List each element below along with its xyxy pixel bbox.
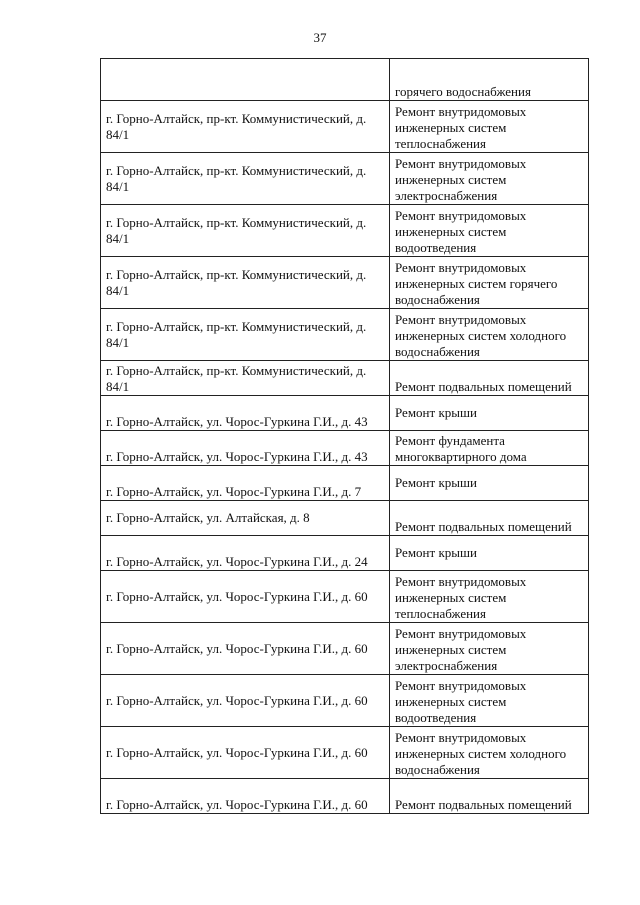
address-cell: г. Горно-Алтайск, ул. Чорос-Гуркина Г.И., д. 60 (101, 571, 390, 623)
address-cell: г. Горно-Алтайск, пр-кт. Коммунистический, д. 84/1 (101, 153, 390, 205)
table-row (101, 571, 589, 623)
table-row (101, 361, 589, 396)
work-type-cell: Ремонт крыши (390, 396, 589, 431)
repair-works-table (100, 58, 589, 814)
address-cell (101, 59, 390, 101)
address-cell: г. Горно-Алтайск, ул. Чорос-Гуркина Г.И., д. 60 (101, 727, 390, 779)
work-type-cell: Ремонт внутридомовых инженерных систем водоотведения (390, 675, 589, 727)
work-type-cell: Ремонт внутридомовых инженерных систем теплоснабжения (390, 101, 589, 153)
table-row (101, 309, 589, 361)
work-type-cell: Ремонт крыши (390, 466, 589, 501)
work-type-cell: Ремонт внутридомовых инженерных систем электроснабжения (390, 153, 589, 205)
table-row (101, 623, 589, 675)
address-cell: г. Горно-Алтайск, ул. Чорос-Гуркина Г.И., д. 7 (101, 466, 390, 501)
address-cell: г. Горно-Алтайск, ул. Чорос-Гуркина Г.И., д. 43 (101, 431, 390, 466)
table-row (101, 101, 589, 153)
address-cell: г. Горно-Алтайск, пр-кт. Коммунистический, д. 84/1 (101, 257, 390, 309)
address-cell: г. Горно-Алтайск, ул. Чорос-Гуркина Г.И., д. 24 (101, 536, 390, 571)
work-type-cell: Ремонт фундамента многоквартирного дома (390, 431, 589, 466)
address-cell: г. Горно-Алтайск, ул. Чорос-Гуркина Г.И., д. 43 (101, 396, 390, 431)
work-type-cell: Ремонт подвальных помещений (390, 501, 589, 536)
table-row (101, 431, 589, 466)
table-row (101, 205, 589, 257)
work-type-cell: Ремонт внутридомовых инженерных систем холодного водоснабжения (390, 727, 589, 779)
address-cell: г. Горно-Алтайск, ул. Алтайская, д. 8 (101, 501, 390, 536)
table-row (101, 675, 589, 727)
work-type-cell: Ремонт внутридомовых инженерных систем горячего водоснабжения (390, 257, 589, 309)
work-type-cell: Ремонт внутридомовых инженерных систем холодного водоснабжения (390, 309, 589, 361)
table-row (101, 396, 589, 431)
work-type-cell: горячего водоснабжения (390, 59, 589, 101)
work-type-cell: Ремонт внутридомовых инженерных систем электроснабжения (390, 623, 589, 675)
work-type-cell: Ремонт внутридомовых инженерных систем теплоснабжения (390, 571, 589, 623)
table-row (101, 727, 589, 779)
table-row (101, 466, 589, 501)
page-number: 37 (313, 30, 327, 45)
work-type-cell: Ремонт подвальных помещений (390, 779, 589, 814)
table-row (101, 779, 589, 814)
address-cell: г. Горно-Алтайск, пр-кт. Коммунистический, д. 84/1 (101, 361, 390, 396)
address-cell: г. Горно-Алтайск, ул. Чорос-Гуркина Г.И., д. 60 (101, 623, 390, 675)
address-cell: г. Горно-Алтайск, пр-кт. Коммунистический, д. 84/1 (101, 205, 390, 257)
address-cell: г. Горно-Алтайск, пр-кт. Коммунистический, д. 84/1 (101, 101, 390, 153)
address-cell: г. Горно-Алтайск, пр-кт. Коммунистический, д. 84/1 (101, 309, 390, 361)
address-cell: г. Горно-Алтайск, ул. Чорос-Гуркина Г.И., д. 60 (101, 675, 390, 727)
work-type-cell: Ремонт подвальных помещений (390, 361, 589, 396)
work-type-cell: Ремонт крыши (390, 536, 589, 571)
table-row (101, 536, 589, 571)
address-cell: г. Горно-Алтайск, ул. Чорос-Гуркина Г.И., д. 60 (101, 779, 390, 814)
table-row (101, 257, 589, 309)
table-row (101, 59, 589, 101)
table-row (101, 501, 589, 536)
work-type-cell: Ремонт внутридомовых инженерных систем водоотведения (390, 205, 589, 257)
table-row (101, 153, 589, 205)
